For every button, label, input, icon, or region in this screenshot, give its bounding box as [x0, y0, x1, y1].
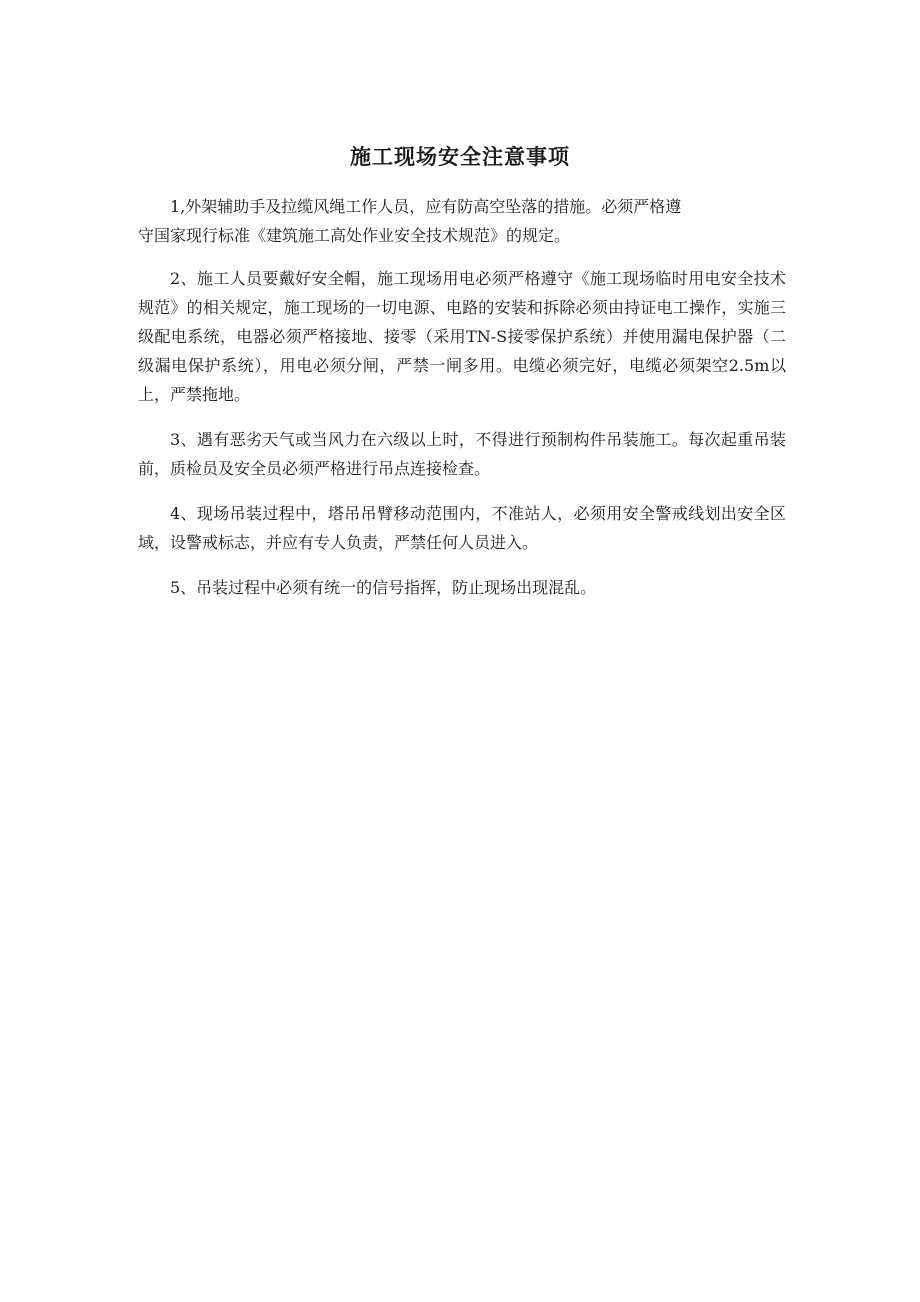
paragraph-1 [138, 192, 786, 250]
paragraph-1-line-1: 1,外架辅助手及拉缆风绳工作人员，应有防高空坠落的措施。必须严格遵 [170, 197, 682, 216]
paragraph-5: 5、吊装过程中必须有统一的信号指挥，防止现场出现混乱。 [170, 578, 597, 597]
document-title: 施工现场安全注意事项 [350, 144, 570, 169]
document-body [138, 192, 786, 618]
paragraph-1-line-2: 守国家现行标准《建筑施工高处作业安全技术规范》的规定。 [138, 226, 571, 245]
paragraph-4: 4、现场吊装过程中，塔吊吊臂移动范围内，不准站人，必须用安全警戒线划出安全区域，设警戒标志，并应有专人负责，严禁任何人员进入。 [138, 504, 786, 552]
paragraph-2: 2、施工人员要戴好安全帽，施工现场用电必须严格遵守《施工现场临时用电安全技术规范》的相关规定，施工现场的一切电源、电路的安装和拆除必须由持证电工操作，实施三级配电系统，电器必须严格接地、接零（采用TN-S接零保护系统）并使用漏电保护器（二级漏电保护系统），用电必须分闸，严禁一闸多用。电缆必须完好，电缆必须架空2.5m以上，严禁拖地。 [138, 269, 786, 404]
paragraph-3: 3、遇有恶劣天气或当风力在六级以上时，不得进行预制构件吊装施工。每次起重吊装前，质检员及安全员必须严格进行吊点连接检查。 [138, 430, 786, 478]
